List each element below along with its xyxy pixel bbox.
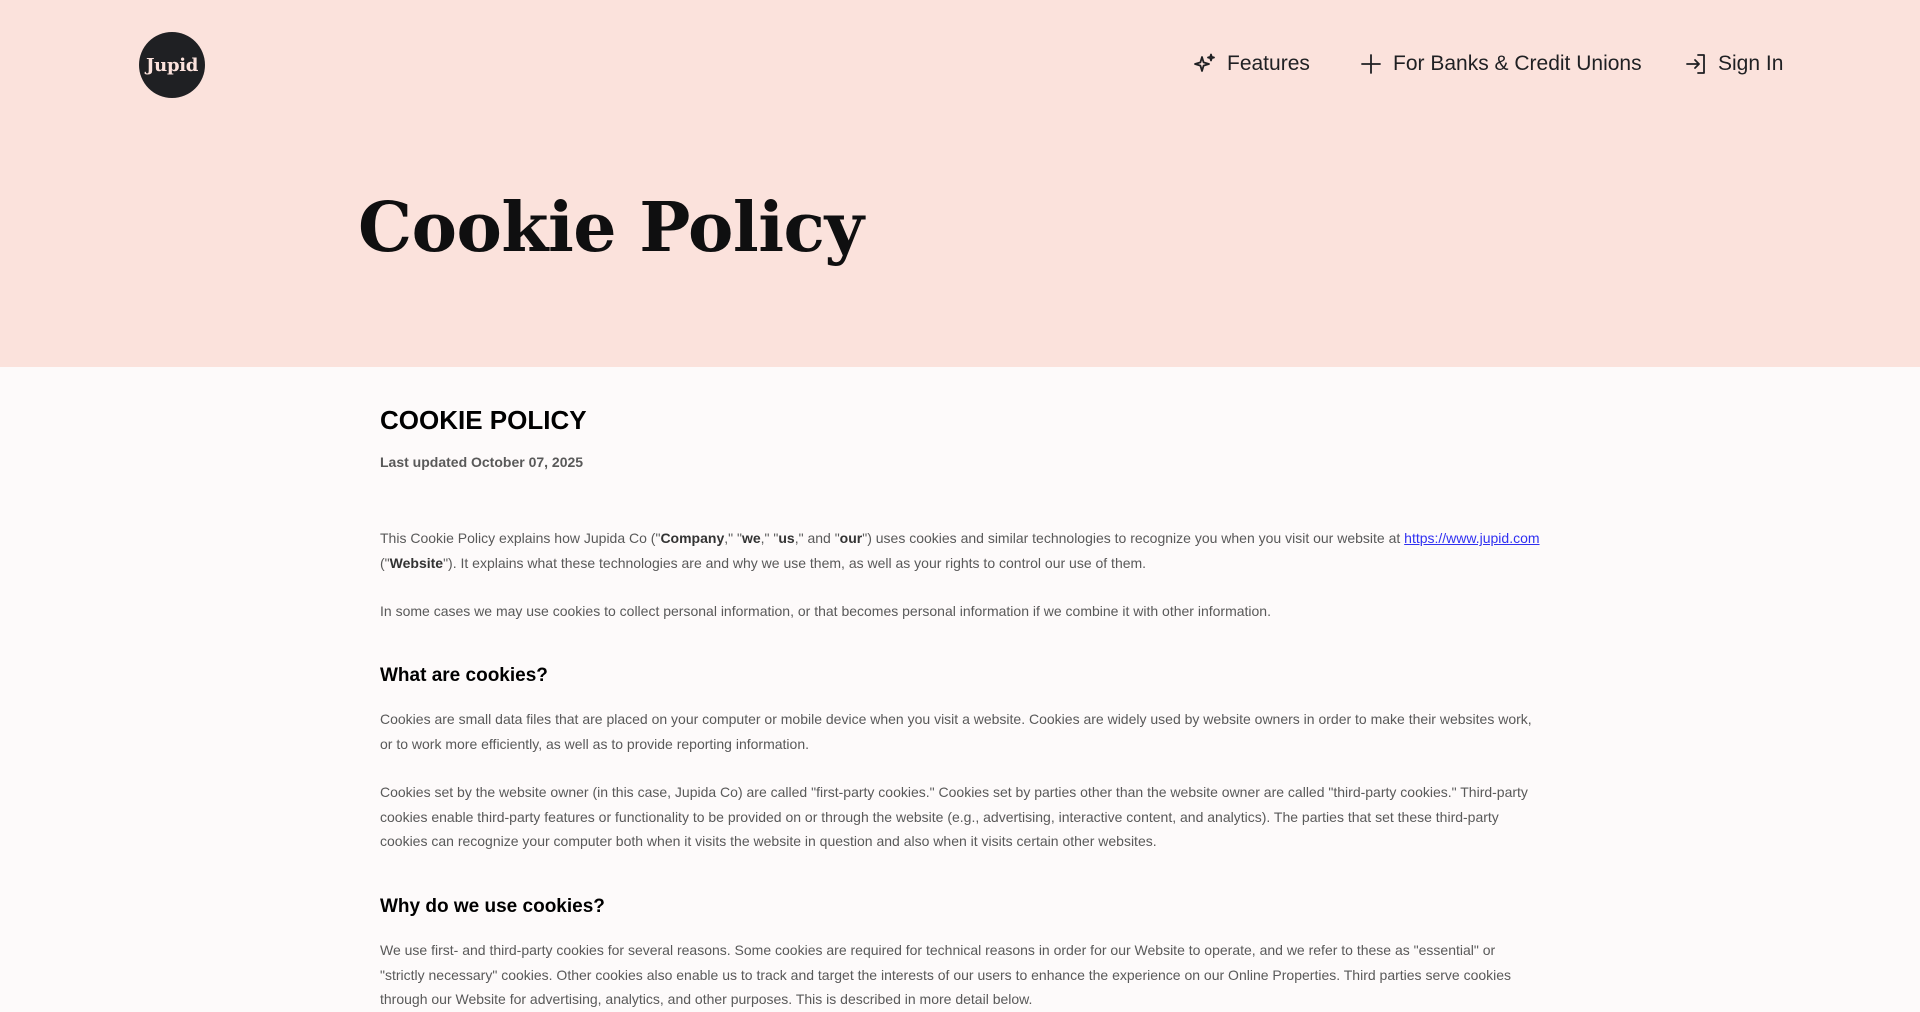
why-use-cookies-heading: Why do we use cookies? [380,896,605,917]
why-use-cookies-paragraph-1: We use first- and third-party cookies for several reasons. Some cookies are required for technical reasons in order for our Website to operate, and we refer to these as "essential" or "strictly necessary" cookies. Other cookies also enable us to track and target the interests of our users to enhance the experience on our Online Properties. Third parties serve cookies through our Website for advertising, analytics, and other purposes. This is described in more detail below. [380,942,1512,1007]
intro-text: ") uses cookies and similar technologies to recognize you when you visit our website at [862,530,1405,546]
jupid-logo[interactable]: Jupid [139,32,205,98]
sparkle-icon [1193,52,1217,76]
intro-paragraph [380,526,1540,575]
nav-banks-label: For Banks & Credit Unions [1393,52,1642,75]
nav-features-link[interactable] [1193,48,1310,80]
intro-bold-we: we [741,530,761,546]
intro-bold-company: Company [660,530,725,546]
intro-bold-us: us [778,530,795,546]
what-are-cookies-paragraph-2: Cookies set by the website owner (in this case, Jupida Co) are called "first-party cookies." Cookies set by parties other than the website owner are called "third-party cookies." Third-party cookies enable third-party features or functionality to be provided on or through the website (e.g., advertising, interactive content, and analytics). The parties that set these third-party cookies can recognize your computer both when it visits the website in question and also when it visits certain other websites. [380,784,1528,849]
what-are-cookies-paragraph-1: Cookies are small data files that are placed on your computer or mobile device when you visit a website. Cookies are widely used by website owners in order to make their websites work, or to work more efficiently, as well as to provide reporting information. [380,711,1532,752]
intro-text: ," " [724,530,742,546]
plus-icon [1359,52,1383,76]
intro-bold-our: our [839,530,863,546]
intro-text: "). It explains what these technologies are and why we use them, as well as your rights to control our use of them. [443,554,1147,571]
website-link[interactable]: https://www.jupid.com [1404,530,1540,546]
nav-banks-link[interactable] [1359,48,1642,80]
policy-heading: COOKIE POLICY [380,405,587,435]
last-updated-text: Last updated October 07, 2025 [380,454,584,470]
intro-bold-website: Website [389,554,444,571]
nav-features-label: Features [1227,52,1310,75]
nav-signin-label: Sign In [1718,52,1784,75]
hero-banner [0,0,1920,367]
what-are-cookies-heading: What are cookies? [380,665,548,686]
intro-text: ," and " [794,530,840,546]
sign-in-icon [1684,52,1708,76]
intro-text: ," " [760,530,779,546]
personal-info-paragraph: In some cases we may use cookies to collect personal information, or that becomes personal information if we combine it with other information. [380,603,1271,619]
intro-text: This Cookie Policy explains how Jupida Co (" [380,530,661,546]
intro-text: (" [380,554,390,571]
page-title: Cookie Policy [358,188,864,268]
nav-signin-link[interactable] [1684,48,1783,80]
